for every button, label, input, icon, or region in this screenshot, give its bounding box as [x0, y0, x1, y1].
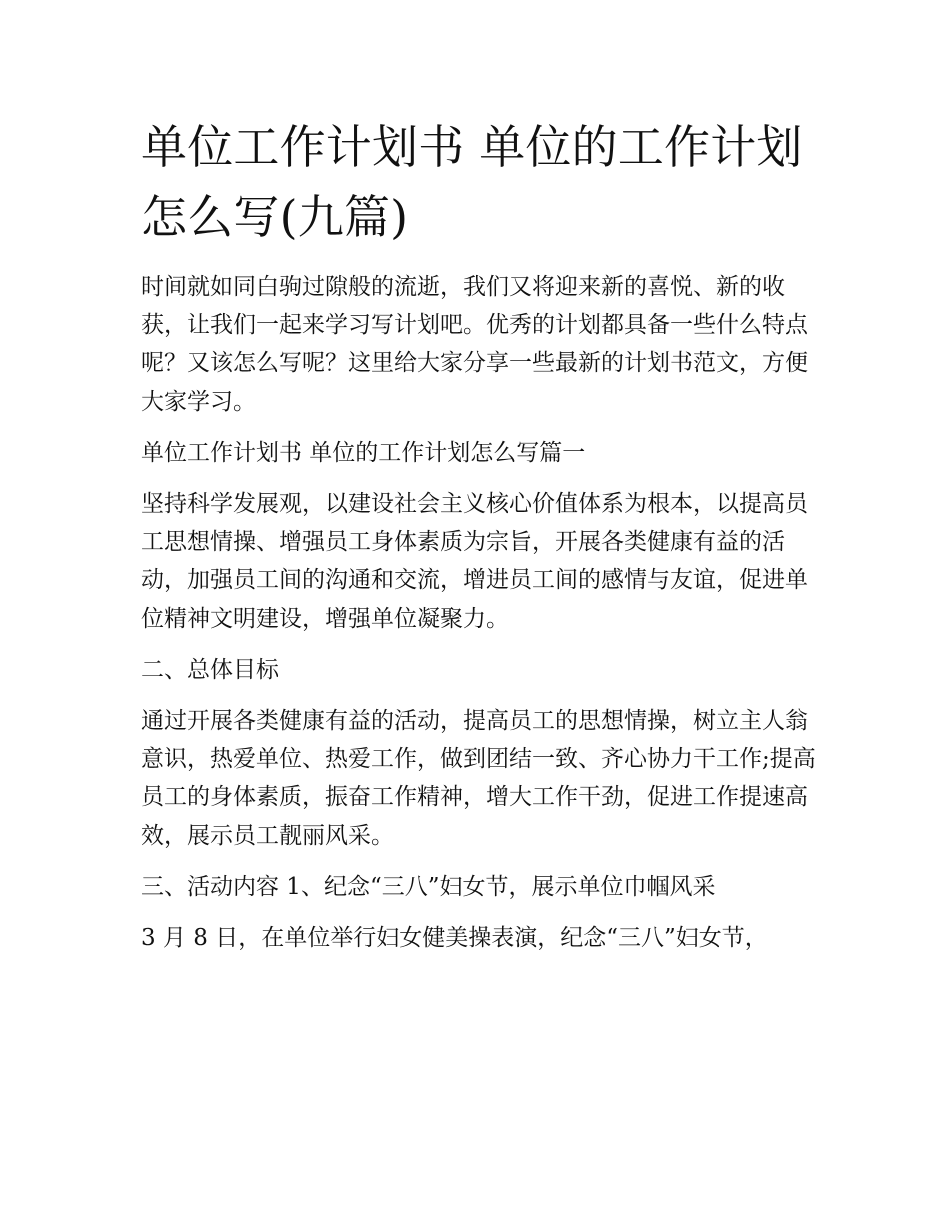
guiding-principle-paragraph: 坚持科学发展观，以建设社会主义核心价值体系为根本，以提高员工思想情操、增强员工身体素质为宗旨，开展各类健康有益的活动，加强员工间的沟通和交流，增进员工间的感情与友谊，促进单位精神文明建设，增强单位凝聚力。: [141, 491, 808, 632]
section-heading-activities: 三、活动内容 1、纪念“三八”妇女节，展示单位巾帼风采: [141, 873, 716, 900]
document-title: 单位工作计划书 单位的工作计划怎么写(九篇): [141, 120, 803, 244]
activity-paragraph: 3 月 8 日，在单位举行妇女健美操表演，纪念“三八”妇女节，: [141, 925, 768, 952]
section-heading-part-one: 单位工作计划书 单位的工作计划怎么写篇一: [141, 439, 586, 466]
overall-goal-paragraph: 通过开展各类健康有益的活动，提高员工的思想情操，树立主人翁意识，热爱单位、热爱工作，做到团结一致、齐心协力干工作;提高员工的身体素质，振奋工作精神，增大工作干劲，促进工作提速高效，展示员工靓丽风采。: [141, 708, 816, 849]
section-heading-overall-goal: 二、总体目标: [141, 656, 279, 683]
intro-paragraph: 时间就如同白驹过隙般的流逝，我们又将迎来新的喜悦、新的收获，让我们一起来学习写计划吧。优秀的计划都具备一些什么特点呢？又该怎么写呢？这里给大家分享一些最新的计划书范文，方便大家学习。: [141, 274, 808, 415]
document-body: [141, 112, 817, 957]
